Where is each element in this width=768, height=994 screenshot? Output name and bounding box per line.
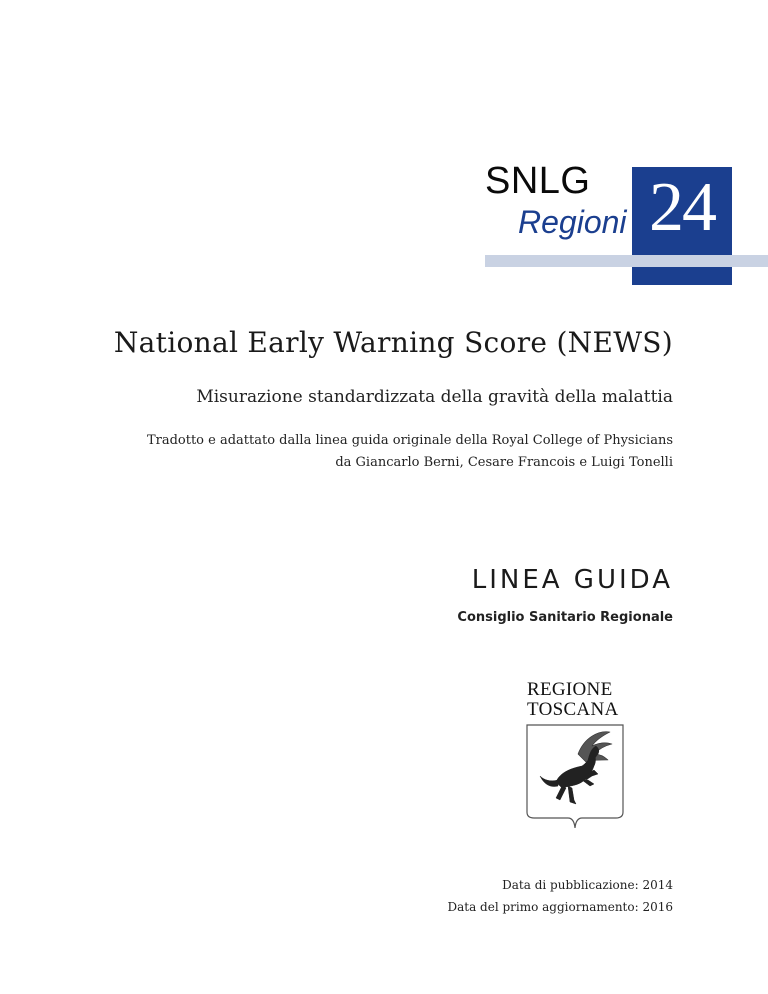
series-label: SNLG <box>485 160 591 202</box>
document-type: LINEA GUIDA <box>471 565 673 595</box>
region-logo-line-2: TOSCANA <box>527 699 619 720</box>
dates-block <box>447 874 673 918</box>
document-title: National Early Warning Score (NEWS) <box>113 326 673 359</box>
update-date: Data del primo aggiornamento: 2016 <box>447 900 673 914</box>
subseries-label: Regioni <box>518 204 627 240</box>
region-logo-line-1: REGIONE <box>527 679 613 700</box>
credit-line-1: Tradotto e adattato dalla linea guida originale della Royal College of Physicians <box>146 433 673 448</box>
publication-date: Data di pubblicazione: 2014 <box>502 878 673 892</box>
header-rule <box>485 255 768 267</box>
credit-line-2: da Giancarlo Berni, Cesare Francois e Luigi Tonelli <box>335 455 673 470</box>
series-number: 24 <box>649 169 715 246</box>
council-name: Consiglio Sanitario Regionale <box>457 610 673 625</box>
document-subtitle: Misurazione standardizzata della gravità della malattia <box>196 387 673 407</box>
region-logo-text <box>527 680 619 720</box>
pegasus-shield-icon <box>526 724 624 830</box>
credit-block <box>147 430 673 474</box>
